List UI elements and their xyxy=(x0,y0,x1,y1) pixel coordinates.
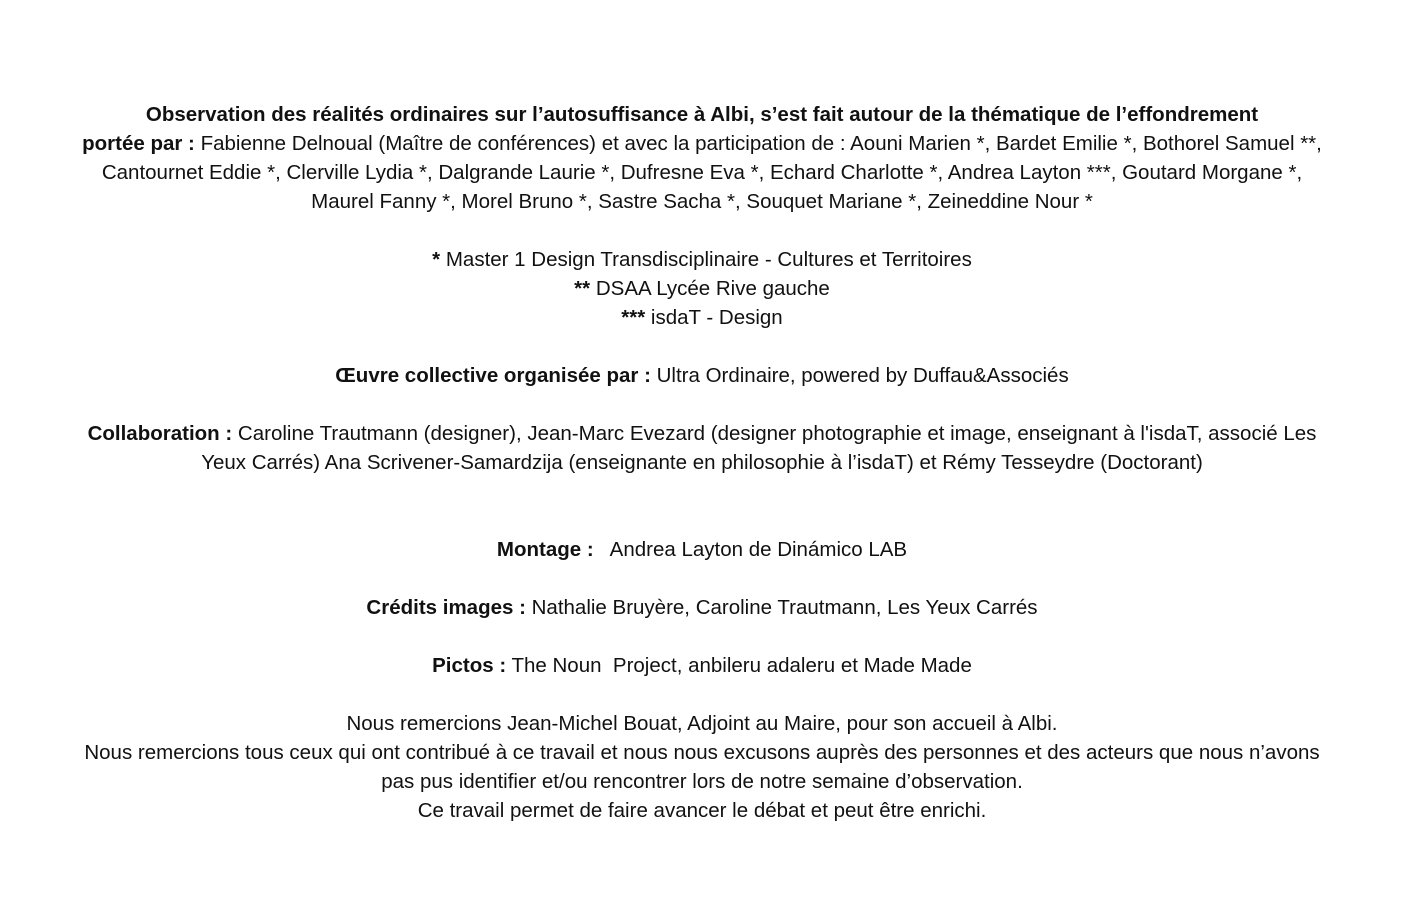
collaboration-text: Caroline Trautmann (designer), Jean-Marc Evezard (designer photographie et image, enseignant à l'isdaT, associé Les Yeux Carrés) Ana Scrivener-Samardzija (enseignante en philosophie à l’isdaT) et Rémy Tesseydre (Doctorant) xyxy=(201,422,1317,474)
legend-text: DSAA Lycée Rive gauche xyxy=(590,277,830,300)
credits-page xyxy=(70,100,1334,825)
legend-item-dsaa xyxy=(70,274,1334,303)
thanks-mayor-line: Nous remercions Jean-Michel Bouat, Adjoint au Maire, pour son accueil à Albi. xyxy=(346,712,1058,735)
oeuvre-label: Œuvre collective organisée par : xyxy=(335,364,651,387)
legend-text: isdaT - Design xyxy=(645,306,783,329)
legend-item-isdat xyxy=(70,303,1334,332)
legend-marker: * xyxy=(432,248,441,271)
montage-label: Montage : xyxy=(496,538,594,561)
montage-text: Andrea Layton de Dinámico LAB xyxy=(593,538,908,561)
collaboration-label: Collaboration : xyxy=(87,422,233,445)
intro-title: Observation des réalités ordinaires sur l’autosuffisance à Albi, s’est fait autour de la thématique de l’effondrement xyxy=(145,103,1259,126)
pictos-text: The Noun Project, anbileru adaleru et Made Made xyxy=(506,654,972,677)
carried-by-label: portée par : xyxy=(82,132,195,155)
spacer xyxy=(70,564,1334,593)
legend xyxy=(70,245,1334,332)
oeuvre-text: Ultra Ordinaire, powered by Duffau&Associés xyxy=(650,364,1069,387)
legend-item-master xyxy=(70,245,1334,274)
legend-marker: *** xyxy=(621,306,646,329)
pictos-label: Pictos : xyxy=(432,654,507,677)
oeuvre-line xyxy=(70,361,1334,390)
debate-line: Ce travail permet de faire avancer le débat et peut être enrichi. xyxy=(417,799,987,822)
spacer xyxy=(70,477,1334,535)
credits-images-line xyxy=(70,593,1334,622)
pictos-line xyxy=(70,651,1334,680)
spacer xyxy=(70,680,1334,709)
legend-text: Master 1 Design Transdisciplinaire - Cultures et Territoires xyxy=(440,248,972,271)
legend-marker: ** xyxy=(574,277,591,300)
credits-images-label: Crédits images : xyxy=(366,596,526,619)
intro-paragraph xyxy=(70,100,1334,216)
spacer xyxy=(70,390,1334,419)
spacer xyxy=(70,216,1334,245)
spacer xyxy=(70,622,1334,651)
montage-line xyxy=(70,535,1334,564)
thanks-contributors-line: Nous remercions tous ceux qui ont contribué à ce travail et nous nous excusons auprès des personnes et des acteurs que nous n’avons pas pus identifier et/ou rencontrer lors de notre semaine d’observation. xyxy=(84,741,1320,793)
spacer xyxy=(70,332,1334,361)
participants-list: Fabienne Delnoual (Maître de conférences) et avec la participation de : Aouni Marien *, Bardet Emilie *, Bothorel Samuel **, Cantournet Eddie *, Clerville Lydia *, Dalgrande Laurie *, Dufresne Eva *, Echard Charlotte *, Andrea Layton ***, Goutard Morgane *, Maurel Fanny *, Morel Bruno *, Sastre Sacha *, Souquet Mariane *, Zeineddine Nour * xyxy=(101,132,1322,213)
credits-images-text: Nathalie Bruyère, Caroline Trautmann, Les Yeux Carrés xyxy=(525,596,1038,619)
thanks-paragraph xyxy=(70,709,1334,825)
collaboration-paragraph xyxy=(70,419,1334,477)
